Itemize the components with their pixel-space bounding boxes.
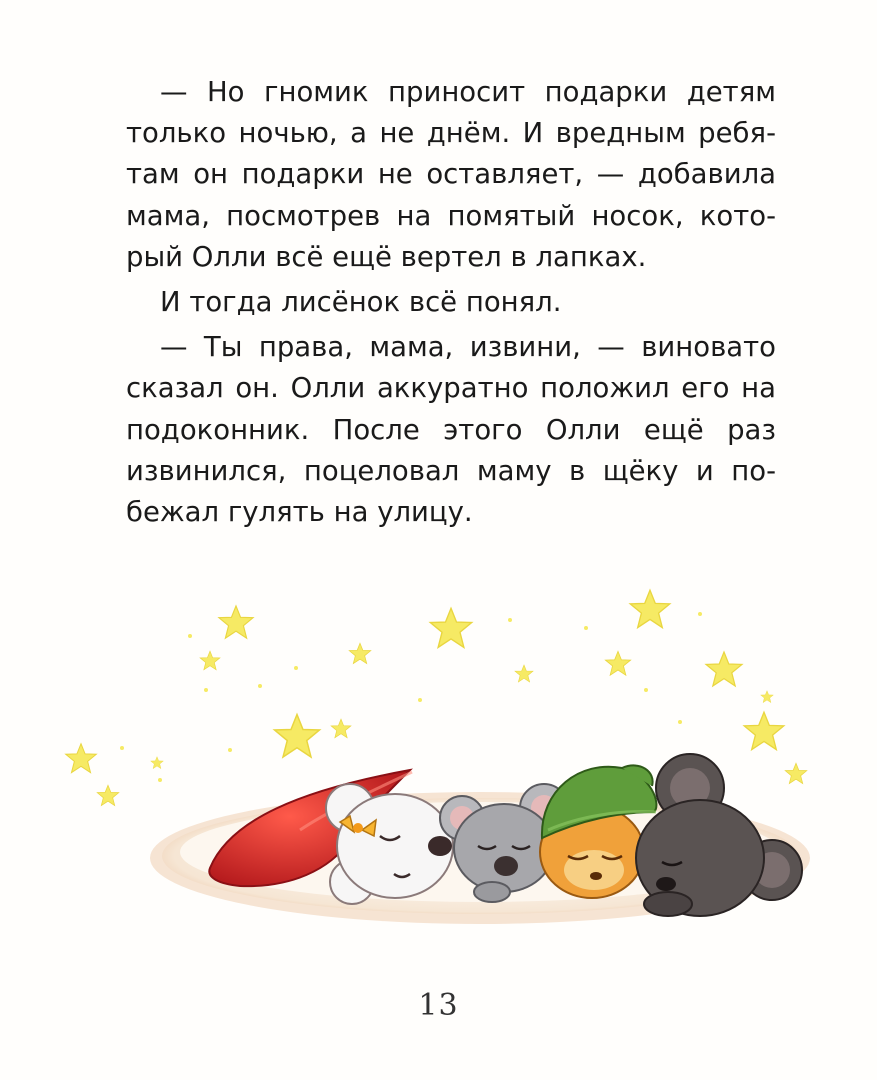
- star-icon: [275, 715, 320, 758]
- star-icon: [430, 608, 471, 647]
- paragraph-2: И тогда лисёнок всё понял.: [160, 286, 562, 319]
- sleeping-animals-illustration: [0, 560, 877, 980]
- paragraph-3: — Ты права, мама, извини, — виновато сказал он. Олли аккуратно положил его на подоконник. После этого Олли ещё раз извинился, поцеловал маму в щёку и побежал гулять на улицу.: [126, 331, 776, 529]
- story-text: [126, 72, 776, 537]
- star-icon: [66, 744, 97, 773]
- star-icon: [630, 590, 670, 627]
- star-icon: [515, 665, 533, 682]
- star-icon: [200, 651, 220, 670]
- star-icon: [744, 712, 784, 749]
- star-icon: [706, 652, 742, 686]
- star-icon: [761, 691, 774, 703]
- star-icon: [331, 719, 351, 738]
- star-icon: [151, 757, 164, 769]
- star-icon: [97, 785, 119, 805]
- paragraph-1: — Но гномик приносит подарки детям только ночью, а не днём. И вредным ребятам он подарки не оставляет, — добавила мама, посмотрев на помятый носок, который Олли всё ещё вертел в лапках.: [126, 76, 776, 273]
- star-icon: [605, 651, 630, 675]
- star-icon: [219, 606, 253, 638]
- star-icon: [785, 763, 807, 783]
- page-number: 13: [418, 988, 459, 1023]
- star-icon: [349, 643, 371, 663]
